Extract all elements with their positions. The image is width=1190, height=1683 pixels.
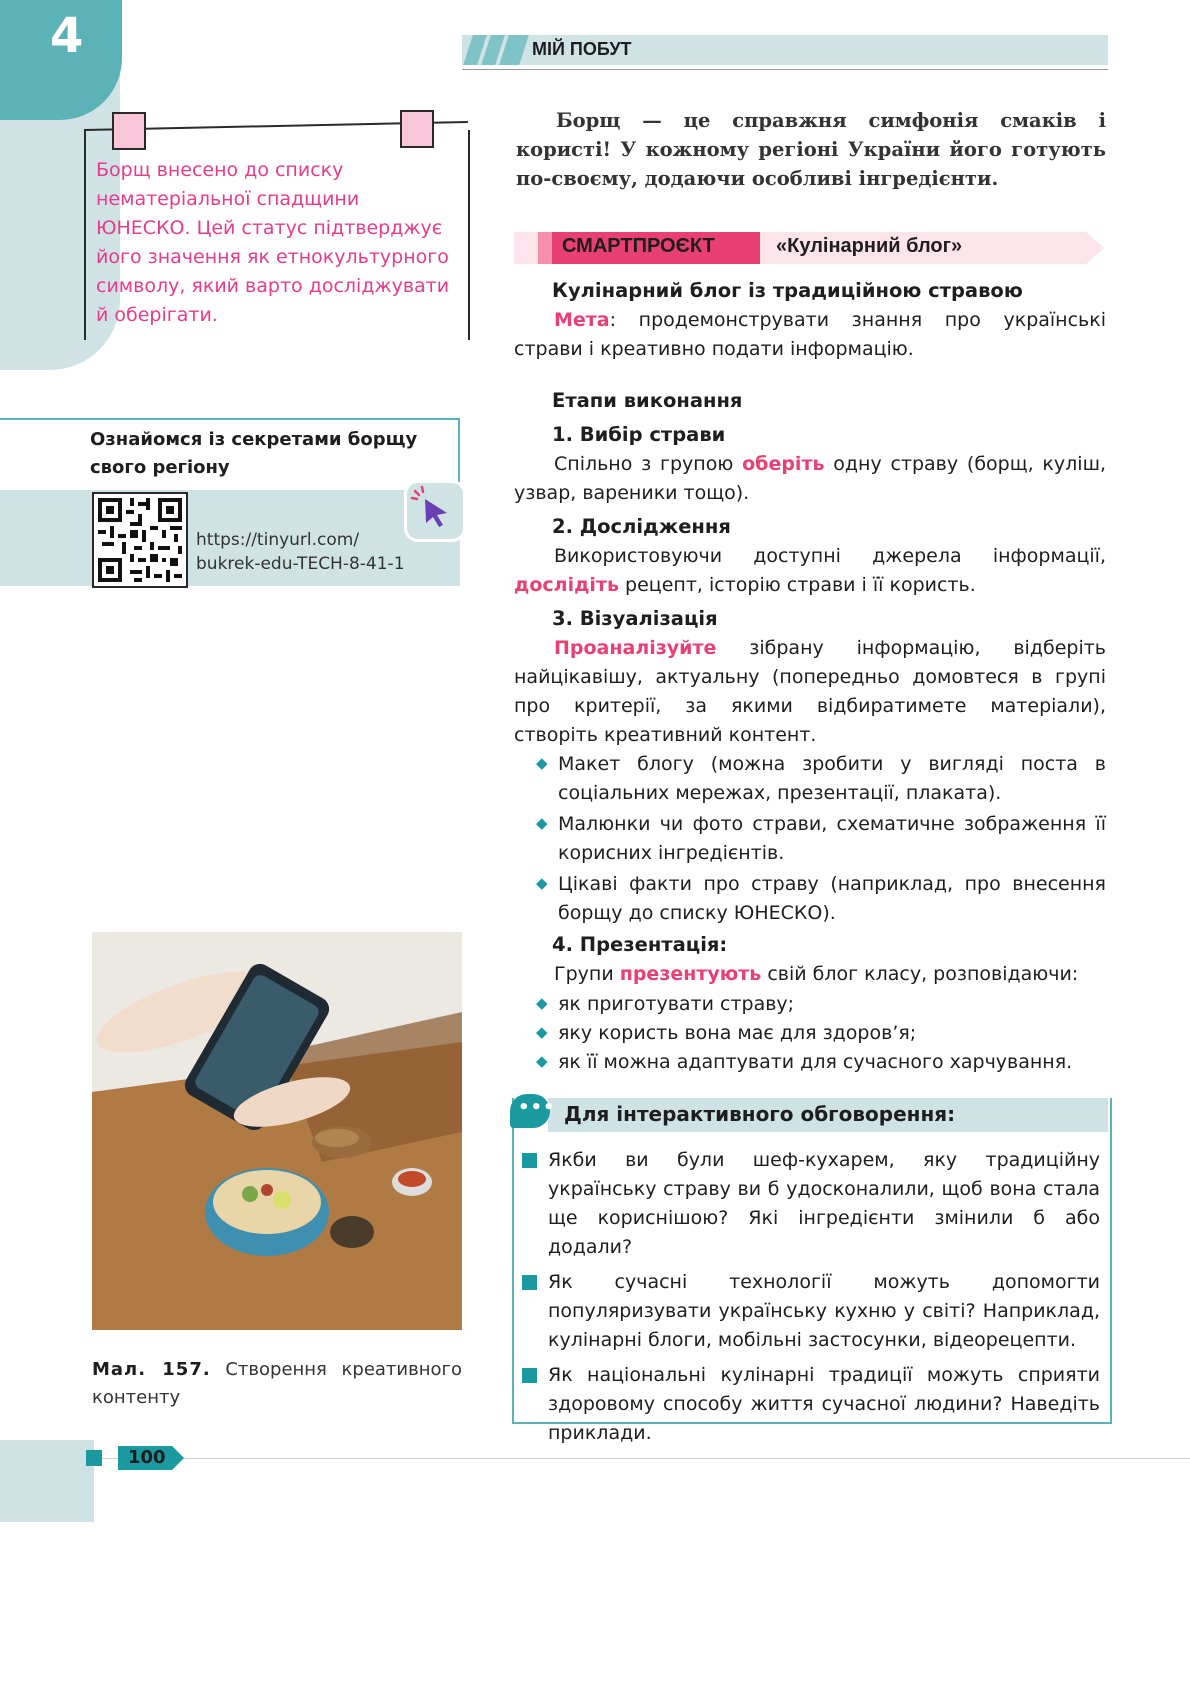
list-item-text: яку користь вона має для здоров’я;	[558, 1022, 917, 1044]
list-item-text: Цікаві факти про страву (наприклад, про внесення борщу до списку ЮНЕСКО).	[558, 873, 1106, 924]
list-item	[534, 810, 1106, 868]
stage-1-post: одну страву (борщ, куліш, узвар, вареники тощо).	[514, 453, 1106, 504]
stage-4-bullets	[534, 990, 1106, 1077]
stage-4-title: 4. Презентація:	[552, 933, 728, 956]
stage-3-title: 3. Візуалізація	[552, 607, 718, 630]
diamond-bullet-icon: ◆	[536, 874, 548, 892]
qr-url-line1: https://tinyurl.com/	[196, 530, 360, 550]
cursor-graphic	[407, 483, 463, 539]
square-bullet-icon	[522, 1275, 537, 1290]
chapter-number: 4	[50, 8, 84, 64]
stage-4-pre: Групи	[554, 963, 620, 985]
page-number: 100	[128, 1447, 166, 1468]
photo-phone-food	[92, 932, 462, 1330]
diamond-bullet-icon: ◆	[536, 754, 548, 772]
stage-1-key: оберіть	[742, 453, 825, 475]
intro-paragraph	[516, 106, 1106, 193]
question-text: Як національні кулінарні традиції можуть сприяти здоровому способу життя сучасної людини? Наведіть приклади.	[548, 1364, 1100, 1444]
diamond-bullet-icon: ◆	[536, 994, 548, 1012]
stage-3-post: зібрану інформацію, відберіть найцікавішу, актуальну (попередньо домовтеся в групі про критерії, за якими відбиратимете матеріали), створіть креативний контент.	[514, 637, 1106, 746]
stage-4-key: презентують	[619, 963, 762, 985]
goal-label: Мета	[554, 309, 610, 331]
smartproject-label: СМАРТПРОЄКТ	[562, 235, 715, 257]
stages-heading: Етапи виконання	[552, 389, 743, 412]
side-decoration-bottom	[0, 1440, 94, 1522]
list-item	[520, 1361, 1100, 1448]
smartproject-title: «Кулінарний блог»	[776, 235, 963, 257]
list-item	[534, 750, 1106, 808]
list-item-text: як приготувати страву;	[558, 993, 795, 1015]
stage-4-post: свій блог класу, розповідаючи:	[761, 963, 1079, 985]
caption-label: Мал. 157.	[92, 1359, 211, 1380]
header-divider	[462, 69, 1108, 70]
pin-icon	[112, 112, 146, 150]
goal-text: : продемонструвати знання про українські страви і креативно подати інформацію.	[514, 309, 1106, 360]
qr-url-line2: bukrek-edu-TECH-8-41-1	[196, 554, 405, 574]
list-item	[534, 990, 1106, 1019]
question-text: Як сучасні технології можуть допомогти популяризувати українську кухню у світі? Наприклад, кулінарні блоги, мобільні застосунки, відеорецепти.	[548, 1271, 1100, 1351]
list-item-text: Макет блогу (можна зробити у вигляді поста в соціальних мережах, презентації, плаката).	[558, 753, 1106, 804]
list-item	[534, 870, 1106, 928]
pin-icon	[400, 110, 434, 148]
square-bullet-icon	[522, 1368, 537, 1383]
stage-3-bullets	[534, 750, 1106, 928]
goal-paragraph	[514, 306, 1106, 364]
caption-text: Створення креативного контенту	[92, 1359, 462, 1408]
list-item-text: як її можна адаптувати для сучасного харчування.	[558, 1051, 1073, 1073]
square-bullet-icon	[522, 1153, 537, 1168]
list-item	[520, 1146, 1100, 1262]
stage-2-pre: Використовуючи доступні джерела інформації,	[554, 545, 1106, 567]
footer-marker	[86, 1450, 102, 1466]
diamond-bullet-icon: ◆	[536, 814, 548, 832]
smartproject-subtitle: Кулінарний блог із традиційною стравою	[552, 279, 1023, 302]
discussion-title: Для інтерактивного обговорення:	[564, 1102, 956, 1126]
stage-1-pre: Спільно з групою	[554, 453, 743, 475]
discussion-questions	[520, 1146, 1100, 1454]
footer-divider	[94, 1458, 1190, 1459]
stage-1-text	[514, 450, 1106, 508]
diamond-bullet-icon: ◆	[536, 1052, 548, 1070]
stage-3-text	[514, 634, 1106, 750]
list-item	[534, 1019, 1106, 1048]
question-text: Якби ви були шеф-кухарем, яку традиційну українську страву ви б удосконалили, щоб вона стала ще кориснішою? Які інгредієнти змінили б або додали?	[548, 1149, 1100, 1258]
qr-code-icon[interactable]	[92, 492, 188, 588]
smartproject-accent	[538, 232, 552, 264]
list-item	[520, 1268, 1100, 1355]
stage-3-key: Проаналізуйте	[554, 637, 717, 659]
qr-code-graphic	[94, 494, 186, 586]
stage-2-text	[514, 542, 1106, 600]
intro-text: Борщ — це справжня симфонія смаків і користі! У кожному регіоні України його готують по-своєму, додаючи особливі інгредієнти.	[516, 109, 1106, 190]
qr-title: Ознайомся із секретами борщу свого регіону	[90, 429, 418, 478]
stage-2-title: 2. Дослідження	[552, 515, 731, 538]
figure-caption	[92, 1356, 462, 1412]
cursor-click-icon	[404, 480, 466, 542]
section-title: МІЙ ПОБУТ	[532, 39, 632, 59]
stage-2-post: рецепт, історію страви і її користь.	[618, 574, 976, 596]
stage-1-title: 1. Вибір страви	[552, 423, 726, 446]
stage-4-text	[514, 960, 1106, 989]
note-text: Борщ внесено до списку нематеріальної спадщини ЮНЕСКО. Цей статус підтверджує його значення як етнокультурного символу, який варто досліджувати й оберігати.	[96, 159, 450, 326]
stage-2-key: дослідіть	[514, 574, 619, 596]
photo-illustration	[92, 932, 462, 1330]
chat-dots: •••	[518, 1097, 556, 1118]
list-item-text: Малюнки чи фото страви, схематичне зображення її корисних інгредієнтів.	[558, 813, 1106, 864]
list-item	[534, 1048, 1106, 1077]
diamond-bullet-icon: ◆	[536, 1023, 548, 1041]
